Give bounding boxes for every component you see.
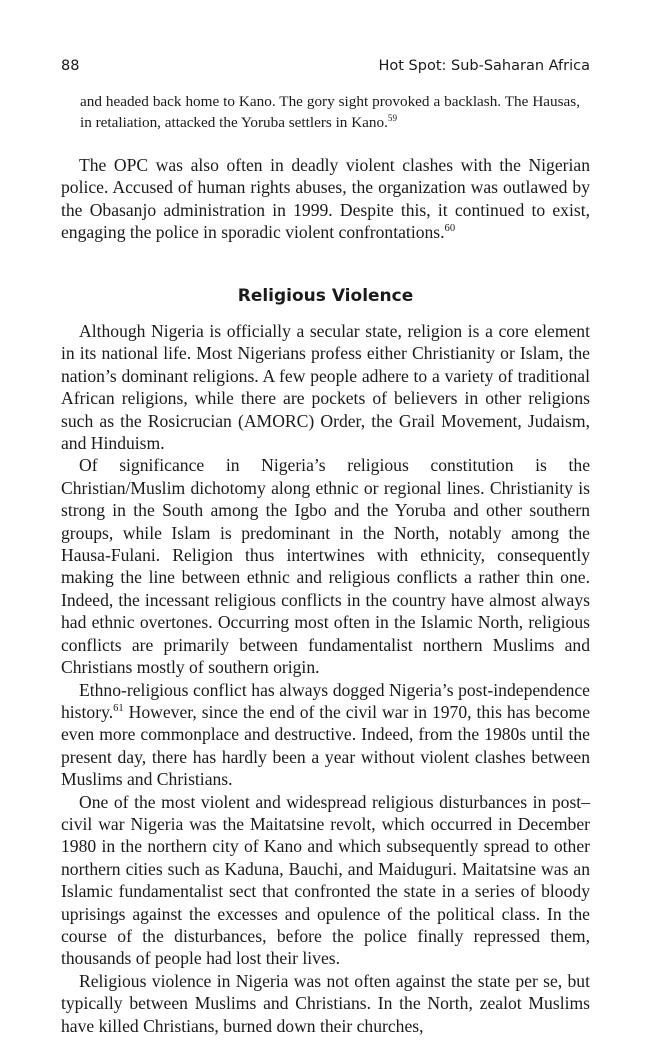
- footnote-ref-59: 59: [387, 112, 397, 123]
- footnote-ref-60: 60: [444, 223, 456, 235]
- paragraph-ethno-text-end: However, since the end of the civil war in 1970, this has become even more commonplace and destructive. Indeed, from the 1980s until the present day, there has hardly been a year without violent clashes between Muslims and Christians.: [61, 701, 590, 790]
- paragraph-religious-violence: Religious violence in Nigeria was not often against the state per se, but typically between Muslims and Christians. In the North, zealot Muslims have killed Christians, burned down their churches,: [61, 970, 590, 1036]
- block-quote-text: and headed back home to Kano. The gory sight provoked a backlash. The Hausas, in retaliation, attacked the Yoruba settlers in Kano.: [80, 93, 580, 131]
- paragraph-opc-text: The OPC was also often in deadly violent clashes with the Nigerian police. Accused of human rights abuses, the organization was outlawed by the Obasanjo administration in 1999. Despite this, it continued to exist, engaging the police in sporadic violent confrontations.: [61, 155, 590, 243]
- running-header: [61, 58, 590, 78]
- paragraph-christian-muslim-dichotomy: Of significance in Nigeria’s religious constitution is the Christian/Muslim dichotomy along ethnic or regional lines. Christianity is strong in the South among the Igbo and the Yoruba and other southern groups, while Islam is predominant in the North, notably among the Hausa-Fulani. Religion thus intertwines with ethnicity, consequently making the line between ethnic and religious conflicts a rather thin one. Indeed, the incessant religious conflicts in the country have almost always had ethnic overtones. Occurring most often in the Islamic North, religious conflicts are primarily between fundamentalist northern Muslims and Christians mostly of southern origin.: [61, 455, 590, 678]
- paragraph-opc: [61, 154, 590, 244]
- paragraph-religion-overview: Although Nigeria is officially a secular state, religion is a core element in its national life. Most Nigerians profess either Christianity or Islam, the nation’s dominant religions. A few people adhere to a variety of traditional African religions, while there are pockets of believers in other religions such as the Rosicrucian (AMORC) Order, the Grail Movement, Judaism, and Hinduism.: [61, 321, 590, 454]
- page-number: 88: [61, 58, 80, 74]
- paragraph-ethno-religious-conflict: [61, 679, 590, 791]
- section-heading: Religious Violence: [237, 286, 414, 306]
- footnote-ref-61: 61: [113, 703, 124, 715]
- paragraph-maitatsine-revolt: One of the most violent and widespread religious disturbances in post–civil war Nigeria was the Maitatsine revolt, which occurred in December 1980 in the northern city of Kano and which subsequently spread to other northern cities such as Kaduna, Bauchi, and Maiduguri. Maitatsine was an Islamic fundamentalist sect that confronted the state in a series of bloody uprisings against the excesses and opulence of the political class. In the course of the disturbances, before the police finally repressed them, thousands of people had lost their lives.: [61, 791, 590, 969]
- book-title: Hot Spot: Sub-Saharan Africa: [378, 58, 590, 74]
- section-body: [61, 320, 590, 1037]
- paragraph-ethno-text-start: Ethno-religious conflict has always dogged Nigeria’s post-independence history.: [61, 679, 590, 722]
- block-quote: [80, 92, 580, 133]
